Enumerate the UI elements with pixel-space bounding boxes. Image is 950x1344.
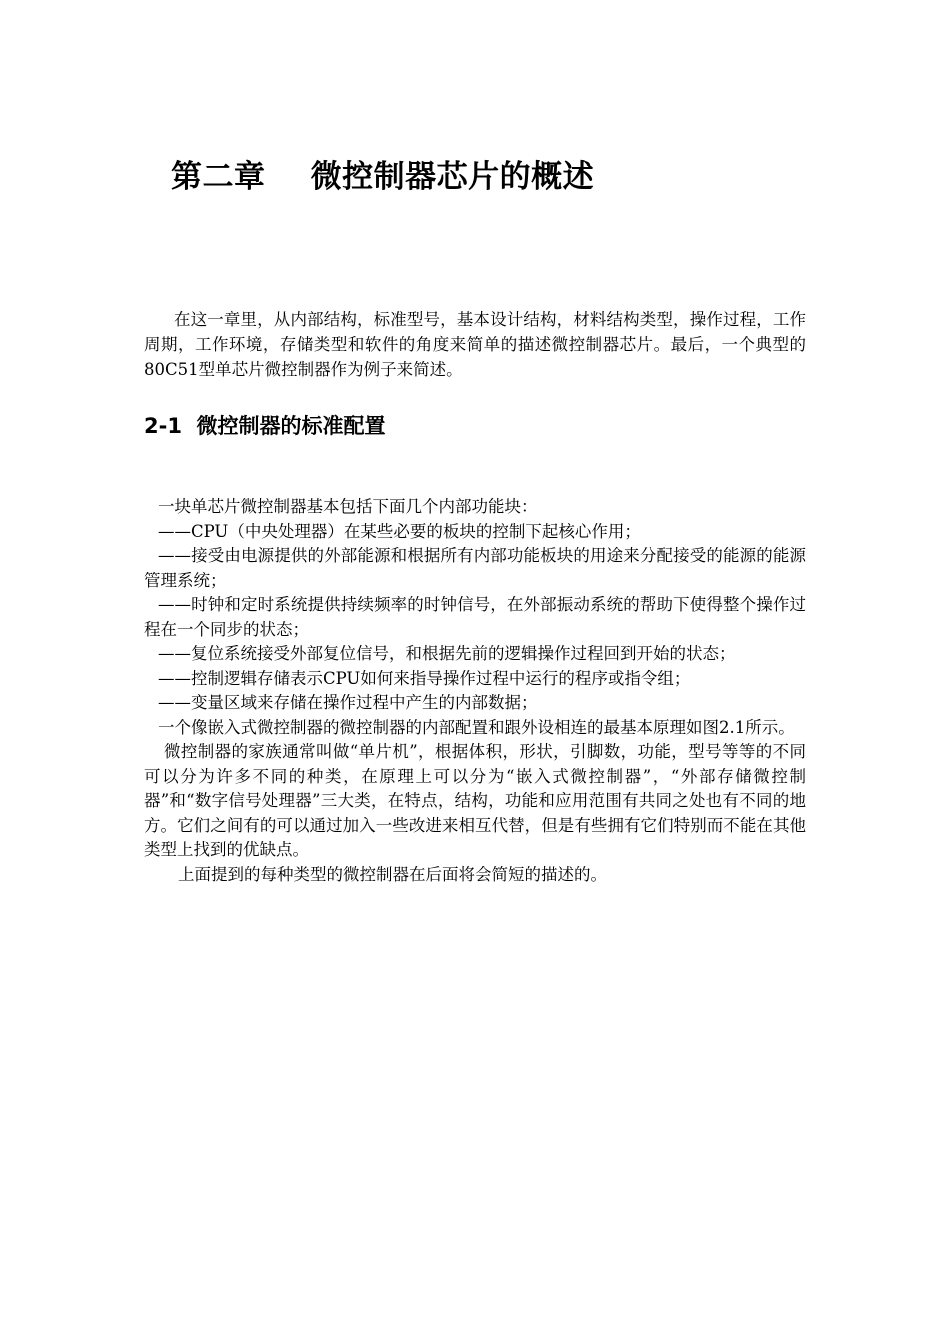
lead-paragraph: 一块单芯片微控制器基本包括下面几个内部功能块： <box>158 497 538 516</box>
list-item-control-logic: ——控制逻辑存储表示CPU如何来指导操作过程中运行的程序或指令组； <box>158 668 691 688</box>
list-item-variable-area: ——变量区域来存储在操作过程中产生的内部数据； <box>158 693 538 712</box>
section-content <box>144 495 806 887</box>
chapter-title: 第二章 微控制器芯片的概述 <box>171 159 595 195</box>
list-item-reset: ——复位系统接受外部复位信号，和根据先前的逻辑操作过程回到开始的状态； <box>158 644 736 663</box>
list-item-cpu: ——CPU（中央处理器）在某些必要的板块的控制下起核心作用； <box>158 521 641 541</box>
list-item-clock: ——时钟和定时系统提供持续频率的时钟信号，在外部振动系统的帮助下使得整个操作过程在一个同步的状态； <box>144 595 806 639</box>
intro-paragraph: 在这一章里，从内部结构，标准型号，基本设计结构，材料结构类型，操作过程，工作周期，工作环境，存储类型和软件的角度来简单的描述微控制器芯片。最后，一个典型的80C51型单芯片微控制器作为例子来简述。 <box>144 310 806 379</box>
section-heading: 2-1 微控制器的标准配置 <box>144 414 386 438</box>
list-item-power: ——接受由电源提供的外部能源和根据所有内部功能板块的用途来分配接受的能源的能源管理系统； <box>144 546 806 590</box>
closing-paragraph: 上面提到的每种类型的微控制器在后面将会简短的描述的。 <box>178 864 607 884</box>
family-paragraph: 微控制器的家族通常叫做“单片机”，根据体积，形状，引脚数，功能，型号等等的不同可以分为许多不同的种类，在原理上可以分为“嵌入式微控制器”，“外部存储微控制器”和“数字信号处理器”三大类，在特点，结构，功能和应用范围有共同之处也有不同的地方。它们之间有的可以通过加入一些改进来相互代替，但是有些拥有它们特别而不能在其他类型上找到的优缺点。 <box>144 742 806 859</box>
figure-note-paragraph: 一个像嵌入式微控制器的微控制器的内部配置和跟外设相连的最基本原理如图2.1所示。 <box>158 717 795 737</box>
